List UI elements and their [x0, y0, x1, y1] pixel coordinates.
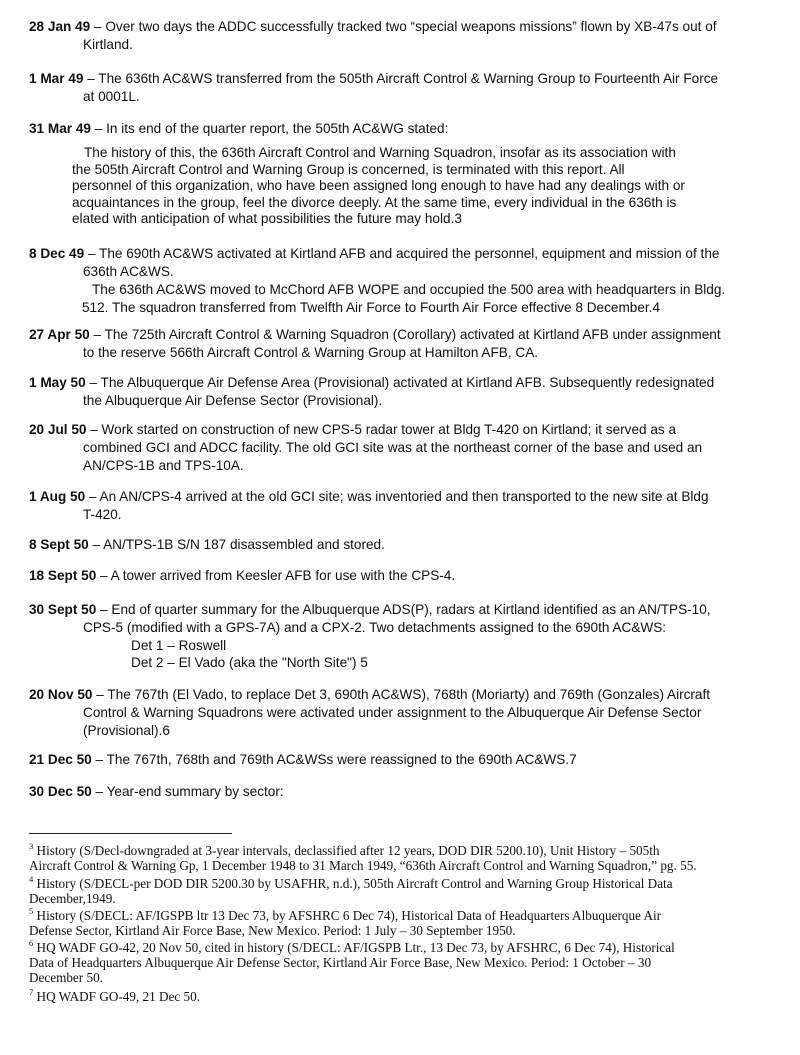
quote-line: elated with anticipation of what possibilities the future may hold.3	[72, 211, 462, 226]
entry-27-apr-50	[29, 326, 766, 362]
footnote-number: 4	[29, 873, 34, 884]
entry-text-cont: Kirtland.	[83, 37, 133, 52]
entry-date: 31 Mar 49	[29, 121, 91, 136]
detachment-item: Det 1 – Roswell	[131, 638, 227, 653]
entry-text-cont: (Provisional).6	[83, 723, 170, 738]
footnote-text: History (S/DECL: AF/IGSPB ltr 13 Dec 73, by AFSHRC 6 Dec 74), Historical Data of Headquarters Albuquerque Air	[33, 908, 662, 923]
entry-text: – The 767th (El Vado, to replace Det 3, 690th AC&WS), 768th (Moriarty) and 769th (Gonzales) Aircraft	[92, 687, 711, 702]
entry-8-sept-50	[29, 536, 766, 554]
entry-28-jan-49	[29, 18, 766, 54]
entry-text-cont: combined GCI and ADCC facility. The old GCI site was at the northeast corner of the base and used an	[83, 440, 703, 455]
footnote-divider	[29, 833, 232, 834]
quote-line: personnel of this organization, who have been assigned long enough to have had any dealings with or	[72, 178, 685, 193]
footnote-number: 3	[29, 840, 34, 851]
footnote-number: 5	[29, 905, 34, 916]
footnote-text: History (S/Decl-downgraded at 3-year intervals, declassified after 12 years, DOD DIR 5200.10), Unit History – 505th	[33, 843, 660, 858]
entry-date: 30 Sept 50	[29, 602, 97, 617]
entry-date: 18 Sept 50	[29, 568, 97, 583]
entry-text-cont: to the reserve 566th Aircraft Control & Warning Group at Hamilton AFB, CA.	[83, 345, 539, 360]
entry-text: – The 690th AC&WS activated at Kirtland AFB and acquired the personnel, equipment and mission of the	[84, 246, 720, 261]
entry-date: 1 Aug 50	[29, 489, 86, 504]
entry-1-mar-49	[29, 70, 766, 106]
footnote-text-cont: Defense Sector, Kirtland Air Force Base, New Mexico. Period: 1 July – 30 September 1950.	[29, 923, 516, 938]
entry-8-dec-49	[29, 245, 766, 281]
footnote-7	[29, 986, 755, 1004]
entry-31-mar-49	[29, 120, 766, 138]
dec49-paragraph	[82, 281, 760, 317]
entry-text: – An AN/CPS-4 arrived at the old GCI site; was inventoried and then transported to the new site at Bldg	[85, 489, 709, 504]
paragraph-line: The 636th AC&WS moved to McChord AFB WOPE and occupied the 500 area with headquarters in Bldg.	[92, 282, 726, 297]
entry-date: 27 Apr 50	[29, 327, 90, 342]
entry-30-sept-50	[29, 601, 766, 637]
footnote-text: HQ WADF GO-42, 20 Nov 50, cited in history (S/DECL: AF/IGSPB Ltr., 13 Dec 73, by AFSHRC, 6 Dec 74), Historical	[33, 940, 675, 955]
block-quote	[72, 145, 760, 228]
entry-date: 8 Dec 49	[29, 246, 85, 261]
entry-text-cont: the Albuquerque Air Defense Sector (Provisional).	[83, 393, 383, 408]
footnote-number: 6	[29, 937, 34, 948]
footnote-5	[29, 905, 755, 938]
entry-text: – The 767th, 768th and 769th AC&WSs were reassigned to the 690th AC&WS.7	[91, 752, 577, 767]
entry-date: 20 Nov 50	[29, 687, 93, 702]
entry-date: 1 Mar 49	[29, 71, 84, 86]
quote-line: The history of this, the 636th Aircraft Control and Warning Squadron, insofar as its association with	[84, 145, 676, 160]
entry-text: – End of quarter summary for the Albuquerque ADS(P), radars at Kirtland identified as an AN/TPS-10,	[96, 602, 711, 617]
footnote-4	[29, 873, 755, 906]
footnote-text-cont: December 50.	[29, 970, 103, 985]
quote-line: the 505th Aircraft Control and Warning Group is concerned, is terminated with this report. All	[72, 161, 625, 177]
footnote-text: History (S/DECL-per DOD DIR 5200.30 by USAFHR, n.d.), 505th Aircraft Control and Warning Group Historical Data	[33, 876, 673, 891]
entry-date: 21 Dec 50	[29, 752, 92, 767]
footnote-text-cont: Data of Headquarters Albuquerque Air Defense Sector, Kirtland Air Force Base, New Mexico. Period: 1 October – 30	[29, 955, 652, 970]
entry-21-dec-50	[29, 751, 766, 769]
quote-line: acquaintances in the group, feel the divorce deeply. At the same time, every individual in the 636th is	[72, 194, 677, 210]
entry-30-dec-50	[29, 783, 766, 801]
footnote-6	[29, 937, 755, 985]
entry-date: 20 Jul 50	[29, 422, 87, 437]
entry-1-aug-50	[29, 488, 766, 524]
entry-text: – AN/TPS-1B S/N 187 disassembled and stored.	[88, 537, 385, 552]
entry-date: 30 Dec 50	[29, 784, 92, 799]
entry-20-jul-50	[29, 421, 766, 475]
entry-text: – Year-end summary by sector:	[91, 784, 284, 799]
entry-text-cont: T-420.	[83, 507, 122, 522]
entry-text: – The 725th Aircraft Control & Warning Squadron (Corollary) activated at Kirtland AFB under assignment	[89, 327, 721, 342]
entry-text: – A tower arrived from Keesler AFB for use with the CPS-4.	[96, 568, 456, 583]
entry-text: – Over two days the ADDC successfully tracked two “special weapons missions” flown by XB-47s out of	[90, 19, 717, 34]
entry-text: – The 636th AC&WS transferred from the 505th Aircraft Control & Warning Group to Fourteenth Air Force	[83, 71, 719, 86]
entry-date: 8 Sept 50	[29, 537, 89, 552]
entry-text: – Work started on construction of new CPS-5 radar tower at Bldg T-420 on Kirtland; it served as a	[86, 422, 677, 437]
footnote-3	[29, 840, 755, 873]
entry-text-cont: at 0001L.	[83, 89, 140, 104]
entry-text-cont: Control & Warning Squadrons were activated under assignment to the Albuquerque Air Defense Sector	[83, 705, 702, 720]
entry-1-may-50	[29, 374, 766, 410]
entry-text: – The Albuquerque Air Defense Area (Provisional) activated at Kirtland AFB. Subsequently redesignated	[85, 375, 715, 390]
detachment-list	[131, 637, 368, 671]
entry-text: – In its end of the quarter report, the 505th AC&WG stated:	[90, 121, 449, 136]
detachment-item: Det 2 – El Vado (aka the "North Site") 5	[131, 655, 368, 670]
entry-date: 1 May 50	[29, 375, 86, 390]
entry-18-sept-50	[29, 567, 766, 585]
footnote-text: HQ WADF GO-49, 21 Dec 50.	[33, 989, 201, 1004]
entry-text-cont: 636th AC&WS.	[83, 264, 174, 279]
entry-text-cont: CPS-5 (modified with a GPS-7A) and a CPX-2. Two detachments assigned to the 690th AC&WS:	[83, 620, 667, 635]
footnote-number: 7	[29, 986, 34, 997]
entry-date: 28 Jan 49	[29, 19, 91, 34]
footnote-text-cont: December,1949.	[29, 891, 116, 906]
footnote-text-cont: Aircraft Control & Warning Gp, 1 December 1948 to 31 March 1949, “636th Aircraft Control and Warning Squadron,” pg. 55.	[29, 858, 697, 873]
paragraph-line: 512. The squadron transferred from Twelfth Air Force to Fourth Air Force effective 8 December.4	[82, 300, 661, 315]
entry-text-cont: AN/CPS-1B and TPS-10A.	[83, 458, 244, 473]
entry-20-nov-50	[29, 686, 766, 740]
